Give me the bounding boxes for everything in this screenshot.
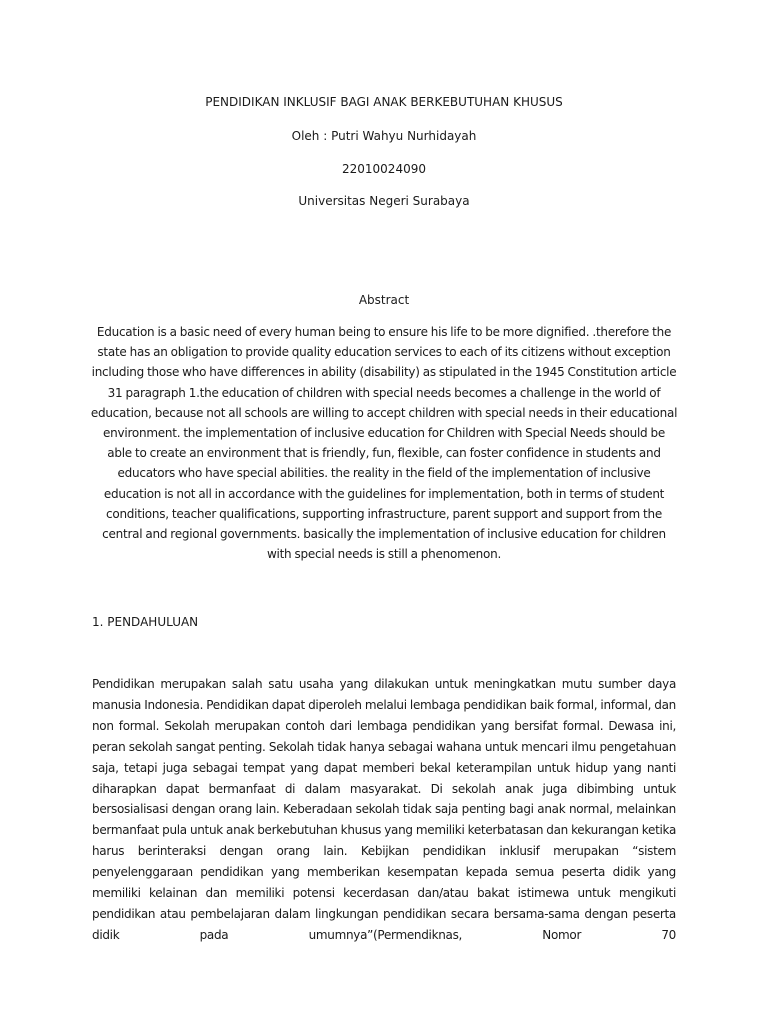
student-id: 22010024090: [342, 162, 426, 176]
abstract-body: Education is a basic need of every human being to ensure his life to be more dignified. .therefore the state has an obligation to provide quality education services to each of its citizens without exception including those who have differences in ability (disability) as stipulated in the 1945 Constitution article 31 paragraph 1.the education of children with special needs becomes a challenge in the world of education, because not all schools are willing to accept children with special needs in their educational environment. the implementation of inclusive education for Children with Special Needs should be able to create an environment that is friendly, fun, flexible, can foster confidence in students and educators who have special abilities. the reality in the field of the implementation of inclusive education is not all in accordance with the guidelines for implementation, both in terms of student conditions, teacher qualifications, supporting infrastructure, parent support and support from the central and regional governments. basically the implementation of inclusive education for children with special needs is still a phenomenon.: [90, 325, 678, 562]
introduction-paragraph: Pendidikan merupakan salah satu usaha yang dilakukan untuk meningkatkan mutu sumber daya manusia Indonesia. Pendidikan dapat diperoleh melalui lembaga pendidikan baik formal, informal, dan non formal. Sekolah merupakan contoh dari lembaga pendidikan yang bersifat formal. Dewasa ini, peran sekolah sangat penting. Sekolah tidak hanya sebagai wahana untuk mencari ilmu pengetahuan saja, tetapi juga sebagai tempat yang dapat memberi bekal keterampilan untuk hidup yang nanti diharapkan dapat bermanfaat di dalam masyarakat. Di sekolah anak juga dibimbing untuk bersosialisasi dengan orang lain. Keberadaan sekolah tidak saja penting bagi anak normal, melainkan bermanfaat pula untuk anak berkebutuhan khusus yang memiliki keterbatasan dan kekurangan ketika harus berinteraksi dengan orang lain. Kebijkan pendidikan inklusif merupakan “sistem penyelenggaraan pendidikan yang memberikan kesempatan kepada semua peserta didik yang memiliki kelainan dan memiliki potensi kecerdasan dan/atau bakat istimewa untuk mengikuti pendidikan atau pembelajaran dalam lingkungan pendidikan secara bersama-sama dengan peserta didik pada umumnya”(Permendiknas, Nomor 70: [92, 677, 676, 942]
section-heading-introduction: 1. PENDAHULUAN: [92, 615, 199, 629]
author-line: Oleh : Putri Wahyu Nurhidayah: [291, 129, 477, 143]
document-title: PENDIDIKAN INKLUSIF BAGI ANAK BERKEBUTUHAN KHUSUS: [205, 95, 563, 109]
abstract-heading: Abstract: [358, 293, 410, 307]
university-name: Universitas Negeri Surabaya: [298, 194, 470, 208]
